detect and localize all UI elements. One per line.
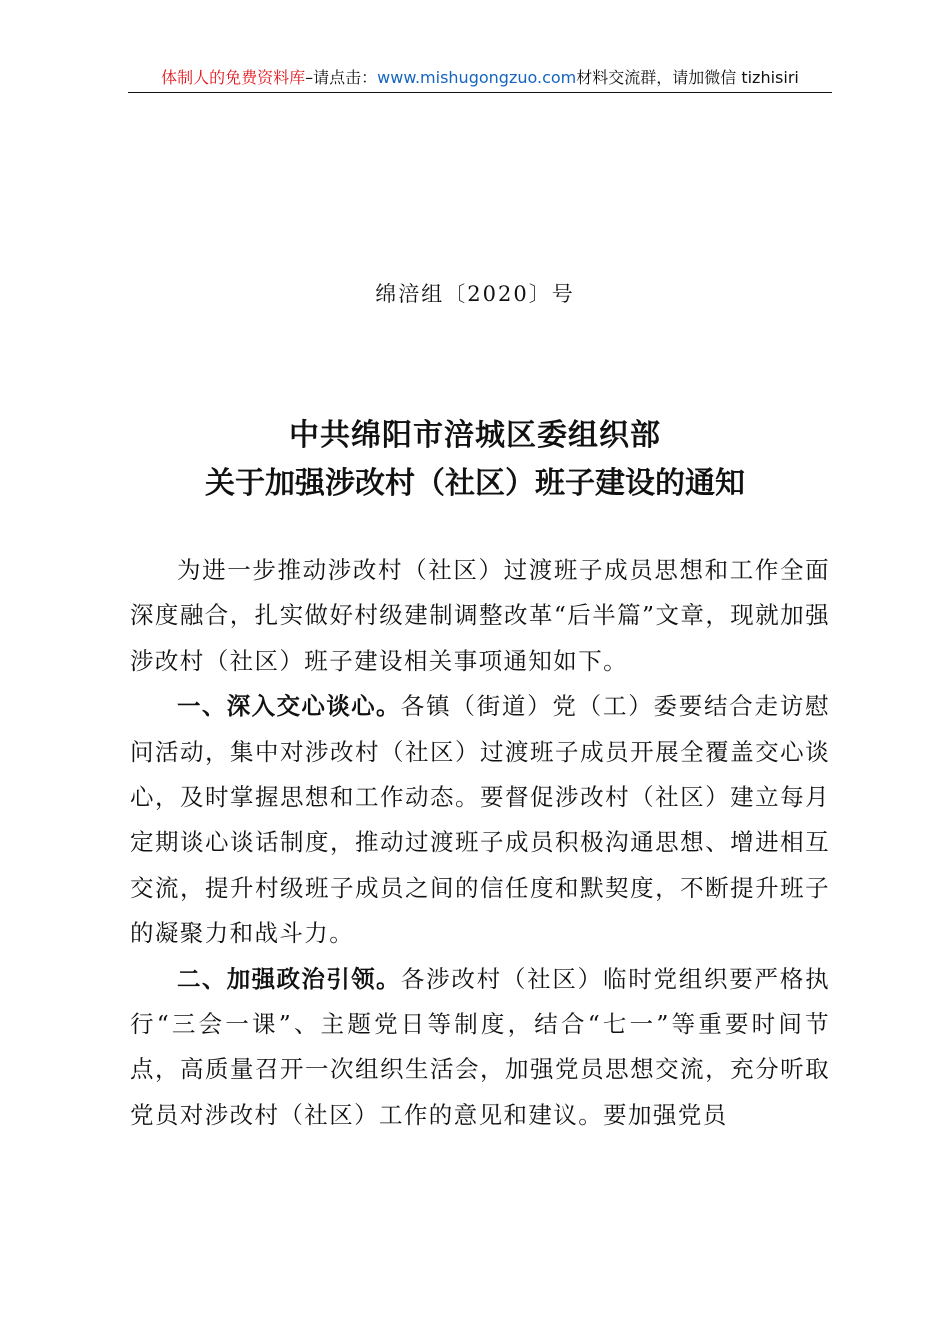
- click-prompt: –请点击：: [305, 68, 378, 87]
- document-title-line-1: 中共绵阳市涪城区委组织部: [289, 418, 661, 453]
- section-text: 各镇（街道）党（工）委要结合走访慰问活动，集中对涉改村（社区）过渡班子成员开展全覆盖交心谈心，及时掌握思想和工作动态。要督促涉改村（社区）建立每月定期谈心谈话制度，推动过渡班子成员积极沟通思想、增进相互交流，提升村级班子成员之间的信任度和默契度，不断提升班子的凝聚力和战斗力。: [130, 692, 830, 948]
- section-heading: 一、深入交心谈心。: [177, 692, 401, 721]
- document-number: 绵涪组〔2020〕号: [375, 282, 575, 306]
- section-heading: 二、加强政治引领。: [177, 964, 401, 993]
- header-suffix: 材料交流群，请加微信 tizhisiri: [576, 68, 799, 87]
- section-paragraph: [130, 684, 830, 956]
- section-text: 各涉改村（社区）临时党组织要严格执行“三会一课”、主题党日等制度，结合“七一”等重要时间节点，高质量召开一次组织生活会，加强党员思想交流，充分听取党员对涉改村（社区）工作的意见和建议。要加强党员: [130, 964, 830, 1129]
- document-body: [130, 548, 830, 1138]
- intro-paragraph: 为进一步推动涉改村（社区）过渡班子成员思想和工作全面深度融合，扎实做好村级建制调整改革“后半篇”文章，现就加强涉改村（社区）班子建设相关事项通知如下。: [130, 556, 830, 675]
- site-name: 体制人的免费资料库: [161, 68, 306, 87]
- document-title-line-2: 关于加强涉改村（社区）班子建设的通知: [205, 466, 745, 501]
- site-header: [128, 68, 832, 88]
- section-paragraph: [130, 957, 830, 1139]
- site-url-link[interactable]: www.mishugongzuo.com: [377, 68, 577, 87]
- header-divider: [128, 92, 832, 93]
